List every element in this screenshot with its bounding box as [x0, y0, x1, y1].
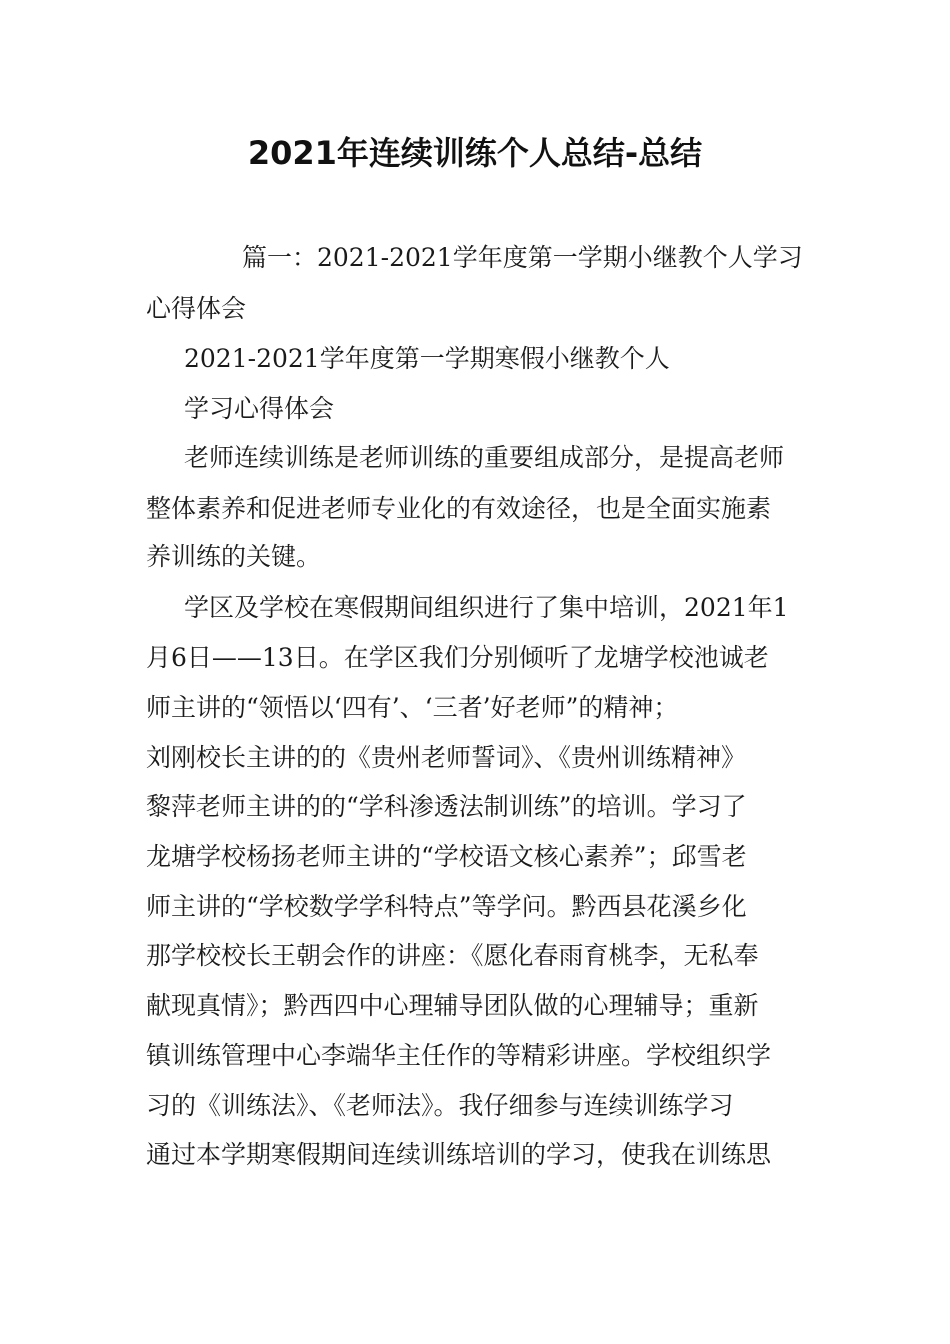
text-line: 师主讲的“领悟以‘四有’、‘三者’好老师”的精神；: [146, 693, 679, 722]
text-line: 习的《训练法》、《老师法》。我仔细参与连续训练学习: [146, 1091, 734, 1120]
text-line: 心得体会: [146, 294, 247, 323]
text-line: 通过本学期寒假期间连续训练培训的学习，使我在训练思: [146, 1140, 772, 1169]
text-line: 龙塘学校杨扬老师主讲的“学校语文核心素养”；邱雪老: [146, 842, 747, 871]
text-line: 老师连续训练是老师训练的重要组成部分，是提高老师: [184, 443, 785, 472]
text-line: 养训练的关键。: [146, 542, 322, 571]
document-title: 2021年连续训练个人总结-总结: [247, 134, 703, 172]
text-line: 镇训练管理中心李端华主任作的等精彩讲座。学校组织学: [146, 1041, 772, 1070]
text-line: 整体素养和促进老师专业化的有效途径，也是全面实施素: [146, 494, 772, 523]
text-line: 献现真情》；黔西四中心理辅导团队做的心理辅导；重新: [146, 991, 759, 1020]
text-line: 刘刚校长主讲的的《贵州老师誓词》、《贵州训练精神》: [146, 743, 747, 772]
text-line: 黎萍老师主讲的的“学科渗透法制训练”的培训。学习了: [146, 792, 747, 821]
text-line: 那学校校长王朝会作的讲座：《愿化春雨育桃李，无私奉: [146, 941, 759, 970]
text-line: 学习心得体会: [184, 394, 335, 423]
text-line: 月6日——13日。在学区我们分别倾听了龙塘学校池诚老: [146, 643, 769, 672]
text-line: 篇一：2021-2021学年度第一学期小继教个人学习: [242, 243, 803, 272]
text-line: 2021-2021学年度第一学期寒假小继教个人: [184, 344, 670, 373]
text-line: 学区及学校在寒假期间组织进行了集中培训，2021年1: [184, 593, 789, 622]
text-line: 师主讲的“学校数学学科特点”等学问。黔西县花溪乡化: [146, 892, 747, 921]
